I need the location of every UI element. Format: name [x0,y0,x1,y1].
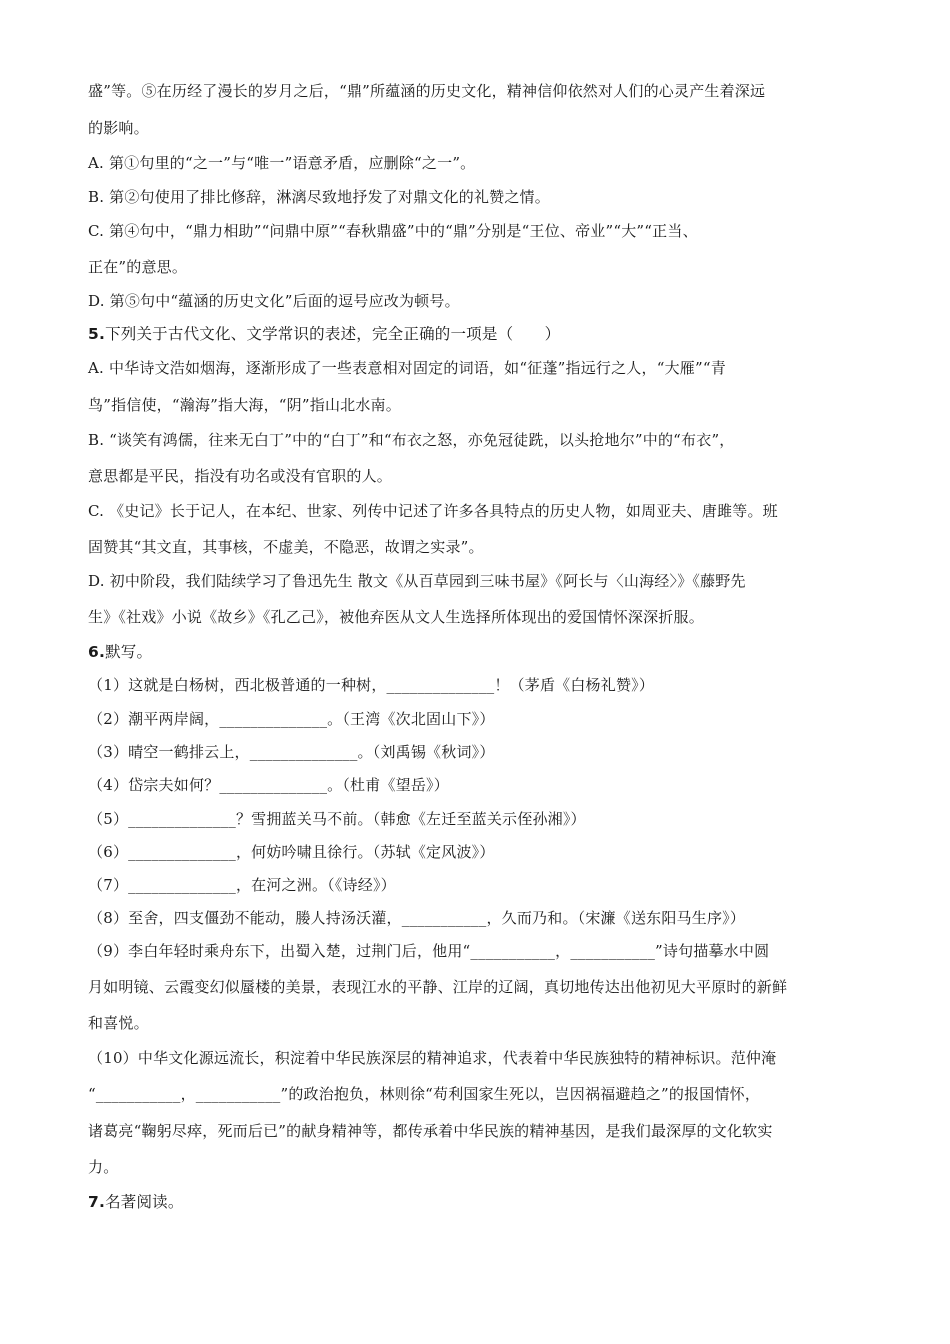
question-number: 7. [88,1193,106,1211]
q5-option-a: A. 中华诗文浩如烟海，逐渐形成了一些表意相对固定的词语，如“征蓬”指远行之人，“大雁”“青 [88,359,726,377]
q5-option-d: D. 初中阶段，我们陆续学习了鲁迅先生 散文《从百草园到三味书屋》《阿长与〈山海经〉》《藤野先 [88,572,746,590]
q6-item-9-cont: 和喜悦。 [88,1014,149,1032]
q5-option-d-cont: 生》《社戏》小说《故乡》《孔乙己》，被他弃医从文人生选择所体现出的爱国情怀深深折服。 [88,608,704,626]
q6-item-10-cont: 力。 [88,1158,119,1176]
q6-item-5: （5）______________？雪拥蓝关马不前。（韩愈《左迁至蓝关示侄孙湘》） [88,810,586,828]
q6-item-4: （4）岱宗夫如何？______________。（杜甫《望岳》） [88,776,449,794]
q5-option-c-cont: 固赞其“其文直，其事核，不虚美，不隐恶，故谓之实录”。 [88,538,484,556]
question-stem: 下列关于古代文化、文学常识的表述，完全正确的一项是（ ） [105,325,561,343]
q5-option-a-cont: 鸟”指信使，“瀚海”指大海，“阴”指山北水南。 [88,396,401,414]
question-7-heading [88,1190,184,1212]
q4-option-a: A. 第①句里的“之一”与“唯一”语意矛盾，应删除“之一”。 [88,154,476,172]
q6-item-1: （1）这就是白杨树，西北极普通的一种树，______________！（茅盾《白杨礼赞》） [88,676,655,694]
question-number: 6. [88,643,106,661]
q4-text-line: 盛”等。⑤在历经了漫长的岁月之后，“鼎”所蕴涵的历史文化，精神信仰依然对人们的心灵产生着深远 [88,82,766,100]
q6-item-10: （10）中华文化源远流长，积淀着中华民族深层的精神追求，代表着中华民族独特的精神标识。范仲淹 [88,1049,777,1067]
question-stem: 名著阅读。 [105,1193,184,1211]
q6-item-2: （2）潮平两岸阔，______________。（王湾《次北固山下》） [88,710,495,728]
q6-item-10-cont: 诸葛亮“鞠躬尽瘁，死而后已”的献身精神等，都传承着中华民族的精神基因，是我们最深厚的文化软实 [88,1122,773,1140]
q6-item-3: （3）晴空一鹤排云上，______________。（刘禹锡《秋词》） [88,743,495,761]
question-5-heading [88,322,560,344]
q4-option-c: C. 第④句中，“鼎力相助”“问鼎中原”“春秋鼎盛”中的“鼎”分别是“王位、帝业”“大”“正当、 [88,222,698,240]
q4-option-b: B. 第②句使用了排比修辞，淋漓尽致地抒发了对鼎文化的礼赞之情。 [88,188,550,206]
q6-item-10-cont: “___________，___________”的政治抱负，林则徐“苟利国家生死以，岂因祸福避趋之”的报国情怀， [88,1085,761,1103]
q5-option-c: C. 《史记》长于记人，在本纪、世家、列传中记述了许多各具特点的历史人物，如周亚夫、唐雎等。班 [88,502,778,520]
question-number: 5. [88,325,106,343]
q6-item-9: （9）李白年轻时乘舟东下，出蜀入楚，过荆门后，他用“___________，___________”诗句描摹水中圆 [88,942,770,960]
question-6-heading [88,640,152,662]
q4-option-d: D. 第⑤句中“蕴涵的历史文化”后面的逗号应改为顿号。 [88,292,460,310]
q5-option-b: B. “谈笑有鸿儒，往来无白丁”中的“白丁”和“布衣之怒，亦免冠徒跣，以头抢地尔”中的“布衣”， [88,431,735,449]
q6-item-9-cont: 月如明镜、云霞变幻似蜃楼的美景，表现江水的平静、江岸的辽阔，真切地传达出他初见大平原时的新鲜 [88,978,788,996]
q6-item-7: （7）______________，在河之洲。（《诗经》） [88,876,396,894]
q6-item-6: （6）______________，何妨吟啸且徐行。（苏轼《定风波》） [88,843,495,861]
q4-text-line: 的影响。 [88,119,149,137]
q5-option-b-cont: 意思都是平民，指没有功名或没有官职的人。 [88,467,393,485]
q4-option-c-cont: 正在”的意思。 [88,258,188,276]
q6-item-8: （8）至舍，四支僵劲不能动，媵人持汤沃灌，___________，久而乃和。（宋濂《送东阳马生序》） [88,909,746,927]
question-stem: 默写。 [105,643,153,661]
